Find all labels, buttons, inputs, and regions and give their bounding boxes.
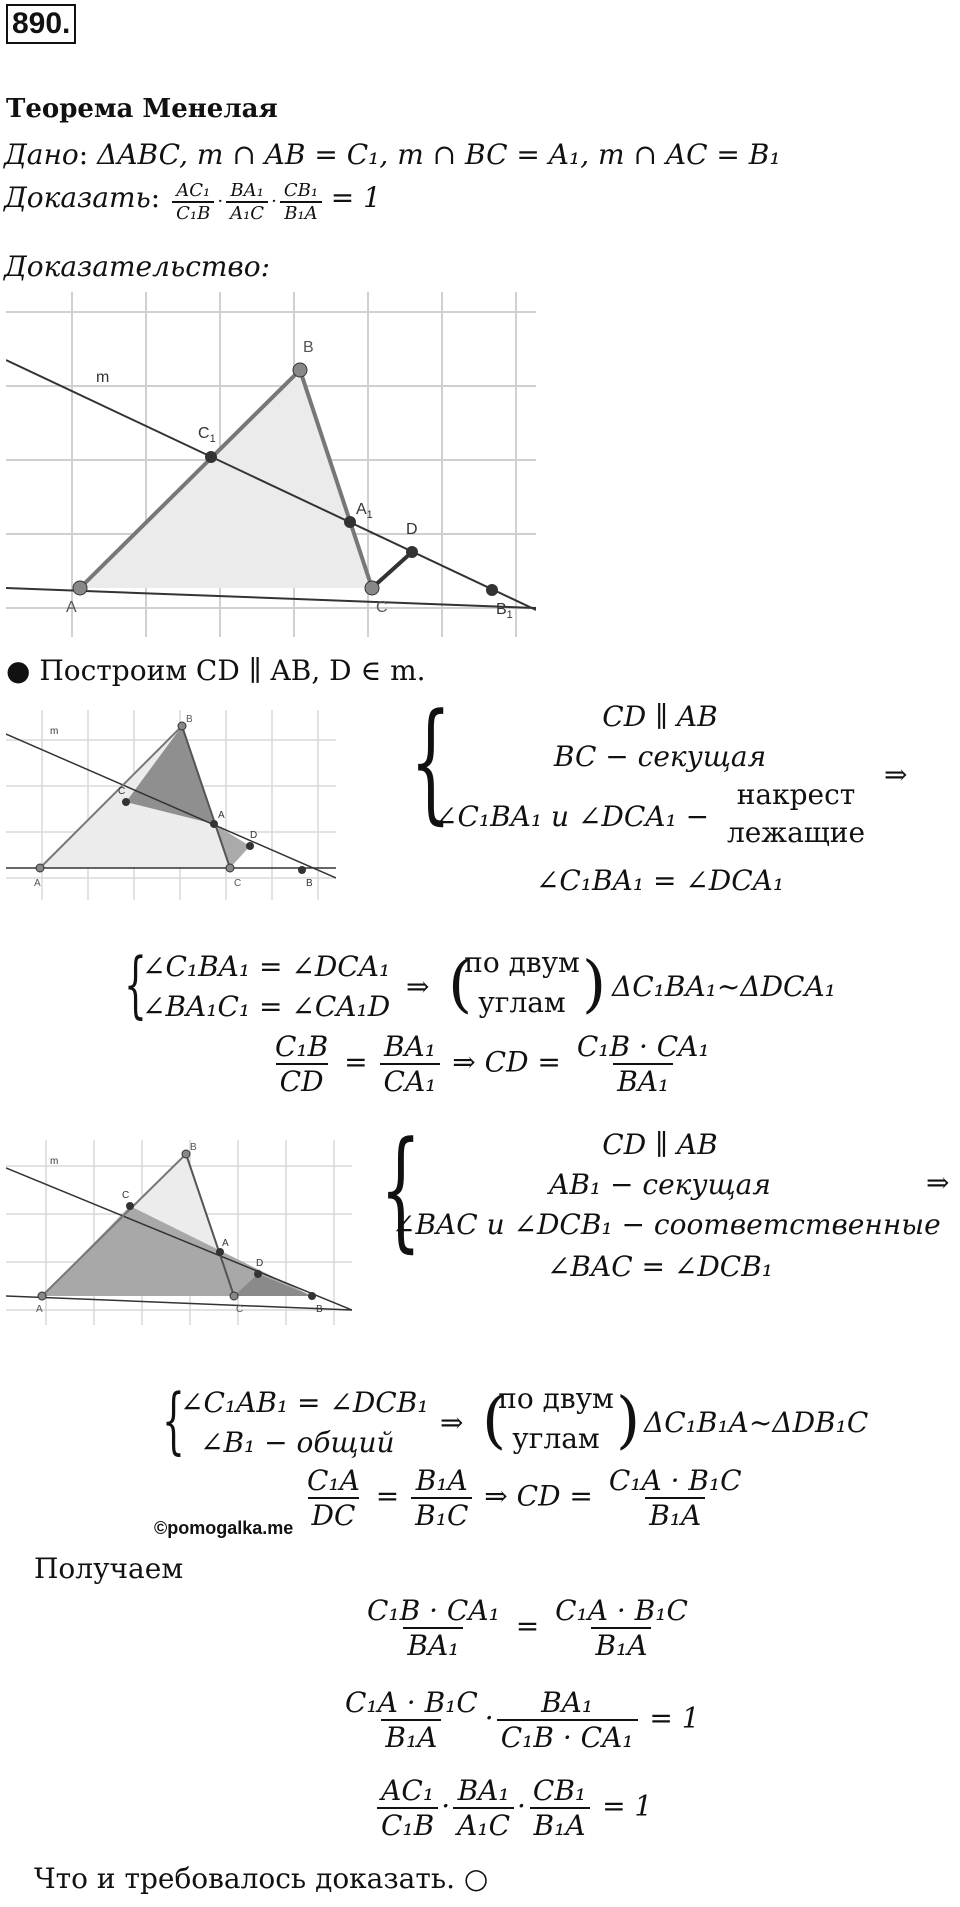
svg-text:D: D <box>250 830 258 841</box>
brace-1: { <box>410 685 452 837</box>
svg-text:A: A <box>36 1304 43 1315</box>
label-c: C <box>376 599 388 616</box>
figure-main <box>6 292 536 637</box>
sys4-line2: ∠B₁ − общий <box>200 1426 395 1459</box>
svg-text:A: A <box>218 810 225 821</box>
figure-2 <box>6 710 336 900</box>
label-b1: $B_1$ <box>496 601 513 621</box>
sys4-angles: углам <box>512 1422 600 1455</box>
sys2-angles: углам <box>478 986 566 1019</box>
sys3-line3: ∠BAC и ∠DCB₁ − соответственные <box>392 1208 941 1241</box>
sys4-line1: ∠C₁AB₁ = ∠DCB₁ <box>180 1386 429 1419</box>
sys4-implies: ⇒ <box>440 1406 464 1439</box>
sys1-word-lying: лежащие <box>726 816 866 849</box>
brace-3: { <box>380 1113 422 1265</box>
svg-text:A: A <box>34 878 41 889</box>
figure-3 <box>6 1140 352 1325</box>
sys2-implies: ⇒ <box>406 970 430 1003</box>
point-b <box>293 363 307 377</box>
svg-text:A: A <box>222 1238 229 1249</box>
point-b1 <box>486 584 498 596</box>
prove-frac-2: $\frac{\text{BA₁}}{\text{A₁C}}$ <box>226 180 268 224</box>
given-expression: ΔABC, m ∩ AB = C₁, m ∩ BC = A₁, m ∩ AC = B₁ <box>97 138 781 171</box>
label-m: m <box>96 369 110 386</box>
proof-label-line: Доказательство: <box>4 250 271 283</box>
final-eq-1: $\frac{\text{C₁B · CA₁}}{\text{BA₁}}$ = $\frac{\text{C₁A · B₁C}}{\text{B₁A}}$ <box>367 1594 688 1662</box>
sys1-implies: ⇒ <box>884 758 908 791</box>
svg-text:D: D <box>256 1258 264 1269</box>
sys4-by-two: по двум <box>498 1382 614 1415</box>
label-b: B <box>303 339 314 356</box>
point-c <box>365 581 379 595</box>
sys1-line2: BC − секущая <box>553 740 767 773</box>
sys4-result: ΔC₁B₁A~ΔDB₁C <box>644 1406 869 1439</box>
triangle-abc <box>80 370 372 588</box>
label-a1: $A_1$ <box>356 501 373 521</box>
prove-line: Доказать: $\frac{\text{AC₁}}{\text{C₁B}}$ · $\frac{\text{BA₁}}{\text{A₁C}}$ · $\frac{\text{CB₁}}{\text{B₁A}}$ = 1 <box>4 180 381 224</box>
svg-text:C: C <box>236 1304 244 1315</box>
conclusion: Что и требовалось доказать. ○ <box>34 1862 489 1895</box>
svg-text:C: C <box>118 786 126 797</box>
prove-frac-1: $\frac{\text{AC₁}}{\text{C₁B}}$ <box>172 180 214 224</box>
sys2-result: ΔC₁BA₁~ΔDCA₁ <box>612 970 836 1003</box>
svg-text:C: C <box>234 878 242 889</box>
label-c1: $C_1$ <box>198 425 216 445</box>
point-a <box>73 581 87 595</box>
brace-2: { <box>124 942 147 1026</box>
sys1-line1: CD ∥ AB <box>602 700 718 733</box>
theorem-title: Теорема Менелая <box>6 94 278 124</box>
svg-text:C: C <box>122 1190 130 1201</box>
sys3-line1: CD ∥ AB <box>602 1128 718 1161</box>
step-construct: ● Построим CD ∥ AB, D ∈ m. <box>6 654 426 687</box>
watermark: ©pomogalka.me <box>154 1518 294 1538</box>
equation-1: $\frac{\text{C₁B}}{CD}$ = $\frac{\text{BA₁}}{\text{CA₁}}$ ⇒ CD = $\frac{\text{C₁B · CA₁}}{\text{BA₁}}$ <box>275 1030 710 1098</box>
sys3-implies: ⇒ <box>926 1166 950 1199</box>
sys3-line2: AB₁ − секущая <box>549 1168 771 1201</box>
label-a: A <box>66 599 77 616</box>
given-label: Дано <box>4 138 79 171</box>
svg-text:m: m <box>50 1156 59 1167</box>
svg-text:B: B <box>306 878 313 889</box>
point-a1 <box>344 516 356 528</box>
svg-text:B: B <box>186 714 193 725</box>
sys2-line1: ∠C₁BA₁ = ∠DCA₁ <box>142 950 391 983</box>
final-eq-2: $\frac{\text{C₁A · B₁C}}{\text{B₁A}}$ · $\frac{\text{BA₁}}{\text{C₁B · CA₁}}$ = 1 <box>345 1686 700 1754</box>
sys1-result: ∠C₁BA₁ = ∠DCA₁ <box>535 864 785 897</box>
segment-cd <box>372 552 412 588</box>
sys1-word-cross: накрест <box>736 778 856 811</box>
svg-text:m: m <box>50 726 59 737</box>
problem-number: 890. <box>6 4 76 44</box>
brace-4: { <box>162 1378 185 1462</box>
sys2-line2: ∠BA₁C₁ = ∠CA₁D <box>142 990 391 1023</box>
point-d <box>406 546 418 558</box>
equation-2: $\frac{\text{C₁A}}{DC}$ = $\frac{\text{B₁A}}{\text{B₁C}}$ ⇒ CD = $\frac{\text{C₁A · B₁C}}{\text{B₁A}}$ <box>307 1464 742 1532</box>
prove-frac-3: $\frac{\text{CB₁}}{\text{B₁A}}$ <box>280 180 322 224</box>
label-d: D <box>406 521 418 538</box>
point-c1 <box>205 451 217 463</box>
prove-label: Доказать <box>4 181 151 214</box>
sys1-line3: ∠C₁BA₁ и ∠DCA₁ − <box>434 800 710 833</box>
given-line: Дано: ΔABC, m ∩ AB = C₁, m ∩ BC = A₁, m ∩ AC = B₁ <box>4 138 781 171</box>
obtain-label: Получаем <box>34 1552 184 1585</box>
sys2-by-two: по двум <box>464 946 580 979</box>
svg-text:B: B <box>316 1304 323 1315</box>
svg-text:B: B <box>190 1142 197 1153</box>
final-eq-3: $\frac{\text{AC₁}}{\text{C₁B}}$ · $\frac{\text{BA₁}}{\text{A₁C}}$ · $\frac{\text{CB₁}}{\text{B₁A}}$ = 1 <box>374 1774 652 1842</box>
sys3-result: ∠BAC = ∠DCB₁ <box>546 1250 774 1283</box>
